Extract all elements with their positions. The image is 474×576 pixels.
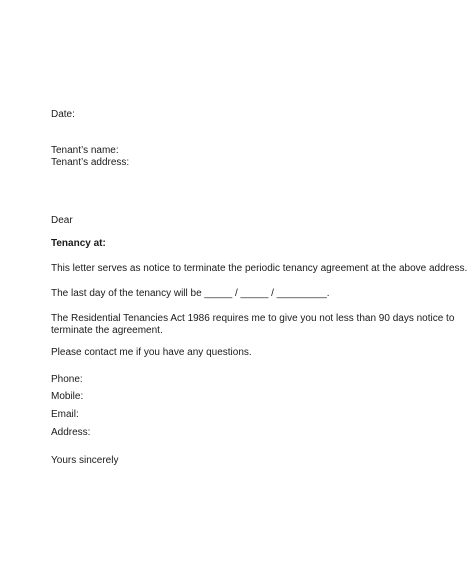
closing: Yours sincerely <box>51 455 119 466</box>
phone-label: Phone: <box>51 374 83 385</box>
tenancy-at-heading: Tenancy at: <box>51 238 106 249</box>
salutation: Dear <box>51 215 73 226</box>
act-paragraph-line-2: terminate the agreement. <box>51 325 163 336</box>
date-label: Date: <box>51 109 75 120</box>
notice-paragraph: This letter serves as notice to terminate the periodic tenancy agreement at the above address. <box>51 263 468 274</box>
last-day-paragraph: The last day of the tenancy will be _____ / _____ / _________. <box>51 288 330 299</box>
contact-paragraph: Please contact me if you have any questions. <box>51 347 252 358</box>
address-label: Address: <box>51 427 91 438</box>
tenant-name-label: Tenant’s name: <box>51 145 119 156</box>
mobile-label: Mobile: <box>51 391 84 402</box>
email-label: Email: <box>51 409 79 420</box>
tenant-address-label: Tenant’s address: <box>51 157 130 168</box>
act-paragraph-line-1: The Residential Tenancies Act 1986 requires me to give you not less than 90 days notice to <box>51 313 455 324</box>
